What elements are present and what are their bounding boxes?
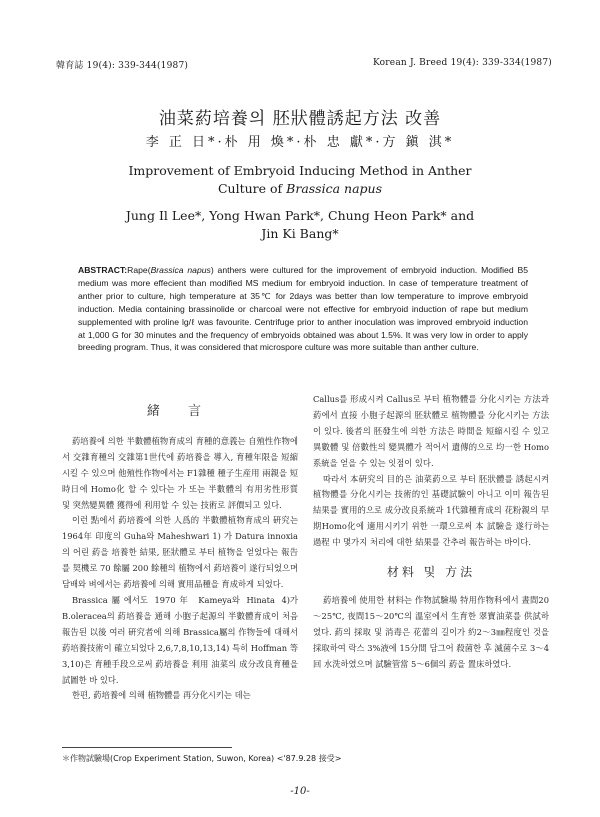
abstract (78, 264, 528, 354)
authors-korean: 李 正 日*·朴 用 煥*·朴 忠 獻*·方 鎭 淇* (145, 135, 455, 150)
title-korean: 油菜葯培養의 胚狀體誘起方法 改善 (158, 109, 442, 129)
right-column (313, 392, 549, 673)
intro-paragraph: 이런 點에서 葯培養에 의한 人爲的 半數體植物育成의 硏究는 1964年 印度의 Guha와 Maheshwari 1) 가 Datura innoxia의 어린 葯을 培養한 結果, 胚狀體로 부터 植物을 얻었다는 報告를 契機로 70 餘屬 200 餘種의 植物에서 葯培養이 遂行되었으며 담배와 벼에서는 葯培養에 의해 實用品種을 育成하게 되었다. (62, 515, 298, 590)
authors-english-line2: Jin Ki Bang* (261, 226, 339, 241)
authors-english (0, 207, 600, 243)
title-english-prefix: Culture of (217, 181, 287, 196)
intro-paragraph-continued: Callus를 形成시켜 Callus로 부터 植物體를 分化시키는 方法과 葯에서 直接 小胞子起源의 胚狀體로 植物體를 分化시키는 方法이 있다. 後者의 胚發生에 의한 方法은 時間을 短縮시킬 수 있고 異數體 및 倍數性의 變異體가 적어서 遺傳的으로 均一한 Homo系統을 얻을 수 있는 잇점이 있다. (313, 394, 549, 468)
abstract-label: ABSTRACT: (78, 265, 128, 275)
title-english-line2 (0, 180, 600, 198)
section-heading-introduction: 緒 言 (146, 404, 214, 419)
title-english-species: Brassica napus (286, 181, 382, 196)
left-column (62, 404, 298, 704)
header-journal-en: Korean J. Breed 19(4): 339-334(1987) (373, 58, 552, 68)
title-english-line1: Improvement of Embryoid Inducing Method in Anther (128, 163, 472, 178)
header-journal-ko: 韓育誌 19(4): 339-344(1987) (56, 61, 189, 71)
title-english (0, 162, 600, 198)
abstract-text: ) anthers were cultured for the improvement of embryoid induction. Modified B5 medium was more effecient than modified MS medium for embryoid induction. In case of temperature treatment of anther prior to culture, high temperature at 35℃ for 2days was better than low temperature to improve embryoid induction. Media containing brassinolide or charcoal were not effective for embryoid induction of rape but medium supplemented with proline lg/ℓ was favourite. Centrifuge prior to anther inoculation was improved embryoid induction at 1,000 G for 30 minutes and the frequency of embryoids obtained was about 1.5%. It was very low in order to apply breeding program. Thus, it was considered that microspore culture was more suitable than anther culture. (78, 265, 528, 353)
abstract-lead: Rape( (127, 265, 151, 275)
footnote-divider (62, 747, 232, 748)
methods-paragraph: 葯培養에 使用한 材料는 作物試驗場 特用作物科에서 晝間20～25℃, 夜間15～20℃의 溫室에서 生育한 翠寶油菜를 供試하였다. 葯의 採取 및 消毒은 花蕾의 길이가 約2～3㎜程度인 것을 採取하여 락스 3%液에 15分間 담그어 殺菌한 후 滅菌수로 3～4回 水洗하였으며 試驗管當 5～6個의 葯을 置床하였다. (313, 594, 549, 669)
page-number: -10- (290, 786, 310, 797)
footnote-affiliation: ＊作物試驗場(Crop Experiment Station, Suwon, Korea) <'87.9.28 接受> (62, 754, 342, 763)
intro-paragraph: 한편, 葯培養에 의해 植物體를 再分化시키는 데는 (71, 690, 251, 701)
authors-english-line1: Jung Il Lee*, Yong Hwan Park*, Chung Heon Park* and (125, 208, 475, 223)
intro-paragraph: 葯培養에 의한 半數體植物育成의 育種的意義는 自殖性作物에서 交雜育種의 交雜第1世代에 葯培養을 導入, 育種年限을 短縮시킬 수 있으며 他殖性作物에서는 F1雜種 種子生産用 兩親을 短時日에 Homo化 할 수 있다는 가 또는 半數體의 有用劣性形質 및 突然變異體 獲得에 利用할 수 있는 技術로 評價되고 있다. (62, 435, 298, 510)
section-heading-methods: 材料 및 方法 (386, 565, 476, 580)
intro-paragraph: 따라서 本硏究의 目的은 油菜葯으로 부터 胚狀體를 誘起시켜 植物體를 分化시키는 技術的인 基礎試驗이 아니고 이미 報告된 結果를 實用的으로 成分改良系統과 1代雜種育成의 花粉親의 早期Homo化에 適用시키기 위한 一環으로써 本 試驗을 遂行하는 過程 中 몇가지 처리에 대한 結果를 간추려 報告하는 바이다. (313, 473, 549, 548)
intro-paragraph: Brassica屬에서도 1970年 Kameya와 Hinata 4)가 B.oleracea의 葯培養을 通해 小胞子起源의 半數體育成이 처음 報告된 以後 여러 硏究者에 의해 Brassica屬의 作物들에 대해서 葯培養技術이 確立되었다 2,6,7,8,10,13,14) 특히 Hoffman 等 3,10)은 育種手段으로써 葯培養을 利用 油菜의 成分改良育種을 試圖한 바 있다. (62, 594, 298, 685)
abstract-species: Brassica napus (150, 265, 211, 275)
